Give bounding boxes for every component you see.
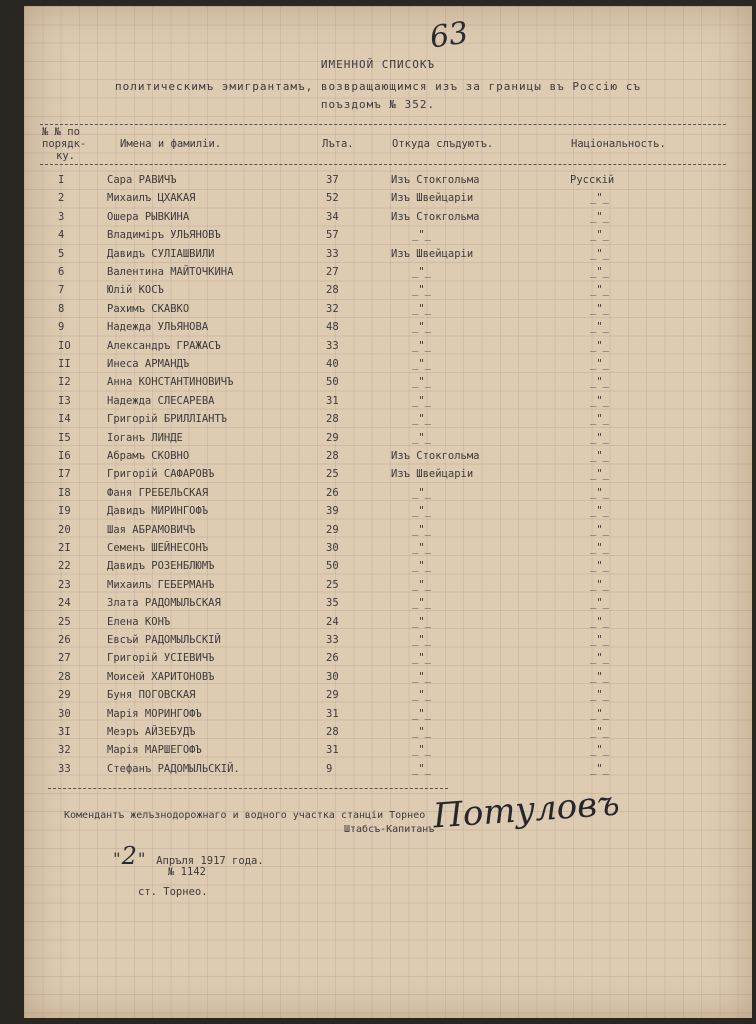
row-name: Семенъ ШЕЙНЕСОНЪ: [107, 542, 209, 554]
row-name: Шая АБРАМОВИЧЪ: [107, 523, 196, 536]
station-name: ст. Торнео.: [138, 886, 208, 898]
row-origin: Изъ Швейцаріи: [391, 247, 474, 260]
row-origin: _"_: [412, 634, 431, 646]
row-number: I2: [58, 376, 71, 389]
row-number: 2I: [58, 542, 71, 554]
table-row: [0, 726, 756, 744]
list-title: ИМЕННОЙ СПИСОКЪ: [320, 58, 436, 71]
row-nationality: _"_: [590, 266, 609, 278]
row-nationality: _"_: [590, 302, 609, 315]
row-name: Сара РАВИЧЪ: [107, 174, 177, 186]
row-nationality: _"_: [590, 376, 609, 389]
commandant-rank: Штабсъ-Капитанъ: [344, 824, 435, 835]
row-name: Инеса АРМАНДЪ: [107, 358, 190, 370]
row-origin: _"_: [412, 339, 431, 352]
row-name: Рахимъ СКАВКО: [107, 302, 190, 315]
row-nationality: _"_: [590, 192, 609, 205]
row-number: 27: [58, 652, 71, 665]
row-nationality: _"_: [590, 358, 609, 370]
row-number: I3: [58, 394, 71, 407]
row-age: 31: [326, 394, 339, 407]
row-origin: _"_: [412, 394, 431, 407]
row-nationality: _"_: [590, 321, 609, 334]
row-nationality: _"_: [590, 634, 609, 646]
row-age: 33: [326, 634, 339, 646]
row-origin: _"_: [412, 542, 431, 554]
header-age: Лъта.: [322, 138, 354, 150]
row-number: I8: [58, 486, 71, 499]
row-nationality: _"_: [590, 670, 609, 683]
row-age: 24: [326, 615, 339, 628]
row-name: Іоганъ ЛИНДЕ: [107, 431, 183, 444]
row-name: Абрамъ СКОВНО: [107, 450, 190, 462]
row-number: I: [58, 174, 65, 186]
row-name: Григорій БРИЛЛІАНТЪ: [107, 413, 228, 426]
table-row: [0, 708, 756, 726]
row-nationality: _"_: [590, 652, 609, 665]
row-nationality: _"_: [590, 394, 609, 407]
row-origin: _"_: [412, 744, 431, 757]
row-number: 4: [58, 229, 65, 242]
row-number: I6: [58, 450, 71, 462]
date-quote-close: ": [136, 849, 147, 868]
row-name: Ошера РЫВКИНА: [107, 210, 190, 223]
row-age: 31: [326, 744, 339, 757]
row-origin: _"_: [412, 302, 431, 315]
table-row: [0, 597, 756, 615]
row-number: 23: [58, 578, 71, 591]
row-age: 25: [326, 468, 339, 481]
table-row: [0, 192, 756, 210]
row-age: 34: [326, 210, 339, 223]
table-row: [0, 450, 756, 468]
outgoing-number: № 1142: [168, 866, 206, 878]
row-age: 33: [326, 247, 339, 260]
row-origin: _"_: [412, 652, 431, 665]
row-age: 32: [326, 302, 339, 315]
row-nationality: Русскій: [570, 174, 615, 186]
row-number: I7: [58, 468, 71, 481]
row-nationality: _"_: [590, 284, 609, 297]
row-nationality: _"_: [590, 578, 609, 591]
table-row: [0, 487, 756, 505]
row-nationality: _"_: [590, 486, 609, 499]
row-number: 2: [58, 192, 65, 205]
row-name: Буня ПОГОВСКАЯ: [107, 689, 196, 702]
row-age: 37: [326, 174, 339, 186]
row-origin: _"_: [412, 560, 431, 573]
row-name: Марія МОРИНГОФЪ: [107, 707, 202, 720]
table-row: [0, 229, 756, 247]
table-row: [0, 744, 756, 762]
row-age: 29: [326, 431, 339, 444]
row-origin: _"_: [412, 284, 431, 297]
row-nationality: _"_: [590, 726, 609, 738]
row-origin: Изъ Стокгольма: [391, 174, 480, 186]
date-rest: Апръля 1917 года.: [156, 855, 264, 867]
row-origin: Изъ Швейцаріи: [391, 192, 474, 205]
row-nationality: _"_: [590, 707, 609, 720]
table-row: [0, 321, 756, 339]
row-age: 40: [326, 358, 339, 370]
table-row: [0, 505, 756, 523]
row-name: Григорій УСІЕВИЧЪ: [107, 652, 215, 665]
row-number: I5: [58, 431, 71, 444]
row-name: Григорій САФАРОВЪ: [107, 468, 215, 481]
table-row: [0, 376, 756, 394]
row-number: I4: [58, 413, 71, 426]
table-row: [0, 542, 756, 560]
list-subtitle: политическимъ эмигрантамъ, возвращающимся изъ за границы въ Россію съ: [115, 80, 641, 93]
row-nationality: _"_: [590, 744, 609, 757]
row-name: Михаилъ ЦХАКАЯ: [107, 192, 196, 205]
header-from: Откуда слъдуютъ.: [392, 138, 494, 150]
row-number: 3I: [58, 726, 71, 738]
row-name: Евсъй РАДОМЫЛЬСКІЙ: [107, 634, 221, 646]
table-row: [0, 358, 756, 376]
table-row: [0, 395, 756, 413]
row-age: 48: [326, 321, 339, 334]
row-age: 29: [326, 689, 339, 702]
row-number: I9: [58, 505, 71, 518]
date-quote-open: ": [112, 849, 122, 868]
row-age: 35: [326, 597, 339, 610]
table-row: [0, 468, 756, 486]
row-age: 52: [326, 192, 339, 205]
row-name: Меэръ АЙЗЕБУДЪ: [107, 726, 196, 738]
table-row: [0, 652, 756, 670]
row-age: 50: [326, 560, 339, 573]
header-num-line3: ку.: [56, 150, 75, 162]
row-name: Надежда СЛЕСАРЕВА: [107, 394, 215, 407]
row-nationality: _"_: [590, 431, 609, 444]
table-row: [0, 303, 756, 321]
row-origin: _"_: [412, 615, 431, 628]
row-age: 9: [326, 762, 333, 775]
row-origin: _"_: [412, 523, 431, 536]
table-row: [0, 560, 756, 578]
row-name: Давидъ МИРИНГОФЪ: [107, 505, 209, 518]
row-number: II: [58, 358, 71, 370]
table-row: [0, 266, 756, 284]
row-age: 28: [326, 450, 339, 462]
row-age: 39: [326, 505, 339, 518]
row-number: 30: [58, 707, 71, 720]
row-age: 26: [326, 652, 339, 665]
row-name: Фаня ГРЕБЕЛЬСКАЯ: [107, 486, 209, 499]
row-number: 7: [58, 284, 65, 297]
table-row: [0, 413, 756, 431]
row-nationality: _"_: [590, 523, 609, 536]
row-nationality: _"_: [590, 468, 609, 481]
table-row: [0, 689, 756, 707]
row-age: 57: [326, 229, 339, 242]
row-nationality: _"_: [590, 210, 609, 223]
header-num-line2: порядк-: [42, 138, 87, 150]
row-origin: _"_: [412, 505, 431, 518]
row-number: 6: [58, 266, 65, 278]
row-name: Моисей ХАРИТОНОВЪ: [107, 670, 215, 683]
row-age: 27: [326, 266, 339, 278]
row-name: Давидъ СУЛІАШВИЛИ: [107, 247, 215, 260]
header-bottom-rule: [40, 164, 726, 165]
row-number: 20: [58, 523, 71, 536]
row-origin: _"_: [412, 266, 431, 278]
date-day: 2: [121, 842, 137, 870]
row-number: 26: [58, 634, 71, 646]
table-row: [0, 524, 756, 542]
row-origin: Изъ Стокгольма: [391, 210, 480, 223]
row-origin: _"_: [412, 321, 431, 334]
row-origin: _"_: [412, 670, 431, 683]
row-origin: _"_: [412, 376, 431, 389]
header-num-line1: № № по: [42, 126, 80, 138]
row-nationality: _"_: [590, 615, 609, 628]
row-number: 25: [58, 615, 71, 628]
row-origin: _"_: [412, 413, 431, 426]
row-origin: _"_: [412, 431, 431, 444]
row-origin: _"_: [412, 707, 431, 720]
row-number: 28: [58, 670, 71, 683]
row-nationality: _"_: [590, 229, 609, 242]
table-row: [0, 634, 756, 652]
row-age: 30: [326, 542, 339, 554]
row-name: Михаилъ ГЕБЕРМАНЪ: [107, 578, 215, 591]
row-nationality: _"_: [590, 413, 609, 426]
table-row: [0, 211, 756, 229]
row-origin: _"_: [412, 597, 431, 610]
row-origin: _"_: [412, 726, 431, 738]
row-origin: _"_: [412, 358, 431, 370]
row-nationality: _"_: [590, 542, 609, 554]
row-nationality: _"_: [590, 762, 609, 775]
row-origin: _"_: [412, 229, 431, 242]
row-name: Злата РАДОМЫЛЬСКАЯ: [107, 597, 221, 610]
row-nationality: _"_: [590, 560, 609, 573]
row-nationality: _"_: [590, 339, 609, 352]
row-name: Юлій КОСЪ: [107, 284, 164, 297]
row-nationality: _"_: [590, 505, 609, 518]
commandant-title: Комендантъ желъзнодорожнаго и водного участка станціи Торнео: [64, 810, 426, 821]
table-row: [0, 671, 756, 689]
row-origin: Изъ Швейцаріи: [391, 468, 474, 481]
table-row: [0, 340, 756, 358]
row-origin: Изъ Стокгольма: [391, 450, 480, 462]
folio-number: 63: [427, 15, 471, 56]
row-nationality: _"_: [590, 450, 609, 462]
table-row: [0, 284, 756, 302]
row-age: 33: [326, 339, 339, 352]
header-name: Имена и фамиліи.: [120, 138, 222, 150]
row-name: Валентина МАЙТОЧКИНА: [107, 266, 234, 278]
row-nationality: _"_: [590, 247, 609, 260]
row-age: 28: [326, 284, 339, 297]
row-number: 5: [58, 247, 65, 260]
row-name: Надежда УЛЬЯНОВА: [107, 321, 209, 334]
row-number: 9: [58, 321, 65, 334]
row-number: 3: [58, 210, 65, 223]
row-age: 28: [326, 413, 339, 426]
table-row: [0, 174, 756, 192]
row-name: Елена КОНЪ: [107, 615, 171, 628]
row-origin: _"_: [412, 762, 431, 775]
handwritten-signature: Потуловъ: [431, 783, 621, 837]
row-name: Владиміръ УЛЬЯНОВЪ: [107, 229, 221, 242]
header-top-rule: [40, 124, 726, 125]
row-name: Давидъ РОЗЕНБЛЮМЪ: [107, 560, 215, 573]
row-number: 29: [58, 689, 71, 702]
row-age: 29: [326, 523, 339, 536]
row-name: Александръ ГРАЖАСЪ: [107, 339, 221, 352]
header-nationality: Національность.: [571, 138, 666, 150]
table-row: [0, 432, 756, 450]
row-age: 26: [326, 486, 339, 499]
row-age: 30: [326, 670, 339, 683]
table-row: [0, 579, 756, 597]
row-number: 8: [58, 302, 65, 315]
table-row: [0, 763, 756, 781]
row-number: IO: [58, 339, 71, 352]
row-age: 31: [326, 707, 339, 720]
row-age: 28: [326, 726, 339, 738]
footer-rule: [48, 788, 448, 789]
row-nationality: _"_: [590, 689, 609, 702]
row-number: 24: [58, 597, 71, 610]
table-row: [0, 616, 756, 634]
row-origin: _"_: [412, 578, 431, 591]
row-age: 50: [326, 376, 339, 389]
train-number: поъздомъ № 352.: [320, 98, 436, 111]
row-origin: _"_: [412, 689, 431, 702]
table-row: [0, 248, 756, 266]
row-number: 33: [58, 762, 71, 775]
row-number: 22: [58, 560, 71, 573]
row-age: 25: [326, 578, 339, 591]
row-name: Марія МАРШЕГОФЪ: [107, 744, 202, 757]
row-name: Стефанъ РАДОМЫЛЬСКІЙ.: [107, 762, 240, 775]
row-number: 32: [58, 744, 71, 757]
row-nationality: _"_: [590, 597, 609, 610]
row-origin: _"_: [412, 486, 431, 499]
row-name: Анна КОНСТАНТИНОВИЧЪ: [107, 376, 234, 389]
